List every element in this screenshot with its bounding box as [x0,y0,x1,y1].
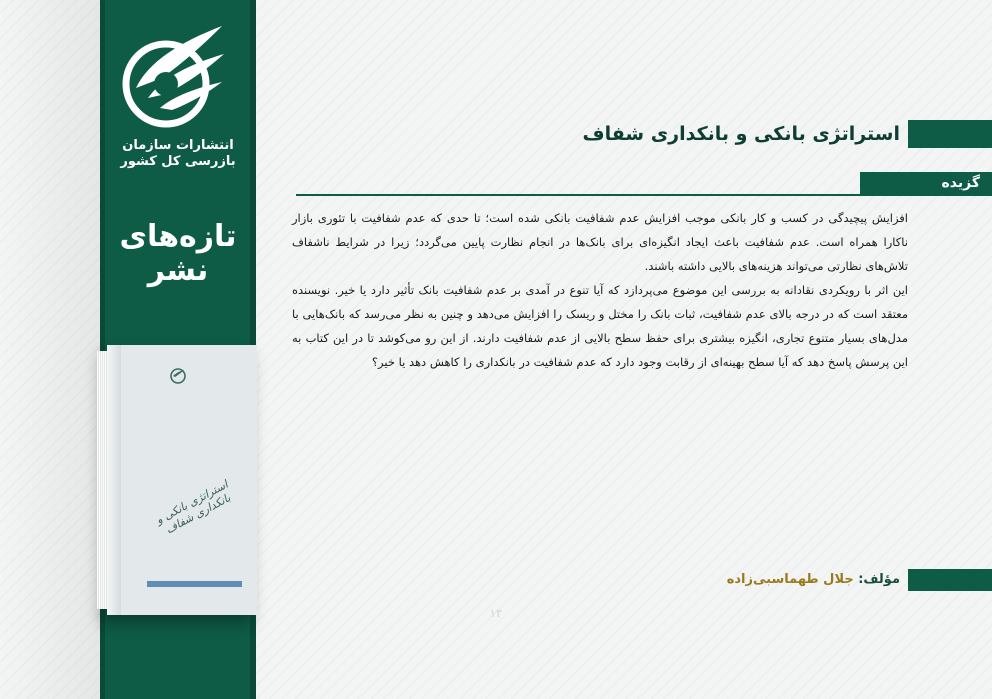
page-number: ۱۲ [489,606,503,620]
summary-paragraph: افزایش پیچیدگی در کسب و کار بانکی موجب افزایش عدم شفافیت بانکی شده است؛ تا حدی که عدم شفافیت با تئوری بازار ناکارا همراه است. عدم شفافیت باعث ایجاد انگیزه‌ای برای بانک‌ها در انجام نظارت پایین می‌گردد؛ زیرا در شرایط ناشفاف تلاش‌های نظارتی می‌تواند هزینه‌های بالایی داشته باشند. [292,211,908,273]
summary-header [592,172,992,194]
page-shadow [0,0,100,699]
author-accent-bar [908,569,992,591]
summary-paragraph: این اثر با رویکردی نقادانه به بررسی این موضوع می‌پردازد که آیا تنوع در آمدی بر عدم شفافیت بانک تأثیر دارد یا خیر. نویسنده معتقد است که در درجه بالای عدم شفافیت، ثبات بانک را مختل و ریسک را افزایش می‌دهد و چنین به نظر می‌رسد که بانک‌هایی با مدل‌های بسیار متنوع تجاری، انگیزه بیشتری برای حفظ سطح بالایی از عدم شفافیت دارند. از این رو می‌کوشد تا در این کتاب به این پرسش پاسخ دهد که آیا سطح بهینه‌ای از رقابت وجود دارد که عدم شفافیت در بانکداری را کاهش دهد یا خیر؟ [292,283,908,369]
author-row [592,567,992,593]
new-publications-badge [108,220,248,288]
badge-line1: تازه‌های [119,219,237,254]
book-strip [147,581,242,587]
book-pages [97,351,107,609]
title-accent-bar [908,120,992,148]
summary-label: گزیده [860,172,992,194]
summary-text [292,206,908,374]
author-credit [600,567,900,593]
publisher-name [108,138,248,170]
author-name: جلال طهماسبی‌زاده [726,572,854,587]
book-spine [107,345,121,615]
divider [296,194,992,196]
book-emblem-icon [169,367,187,385]
publisher-name-line2: بازرسی کل کشور [120,154,236,169]
publisher-name-line1: انتشارات سازمان [122,138,234,153]
title-row [492,120,992,148]
book-cover-title: استراتژی بانکی و بانکداری شفاف [153,477,233,537]
book-cover [107,345,257,615]
badge-line2: نشر [147,253,209,288]
author-label: مؤلف: [858,572,900,587]
book-title: استراتژی بانکی و بانکداری شفاف [582,123,900,145]
publisher-logo-icon [118,18,230,130]
